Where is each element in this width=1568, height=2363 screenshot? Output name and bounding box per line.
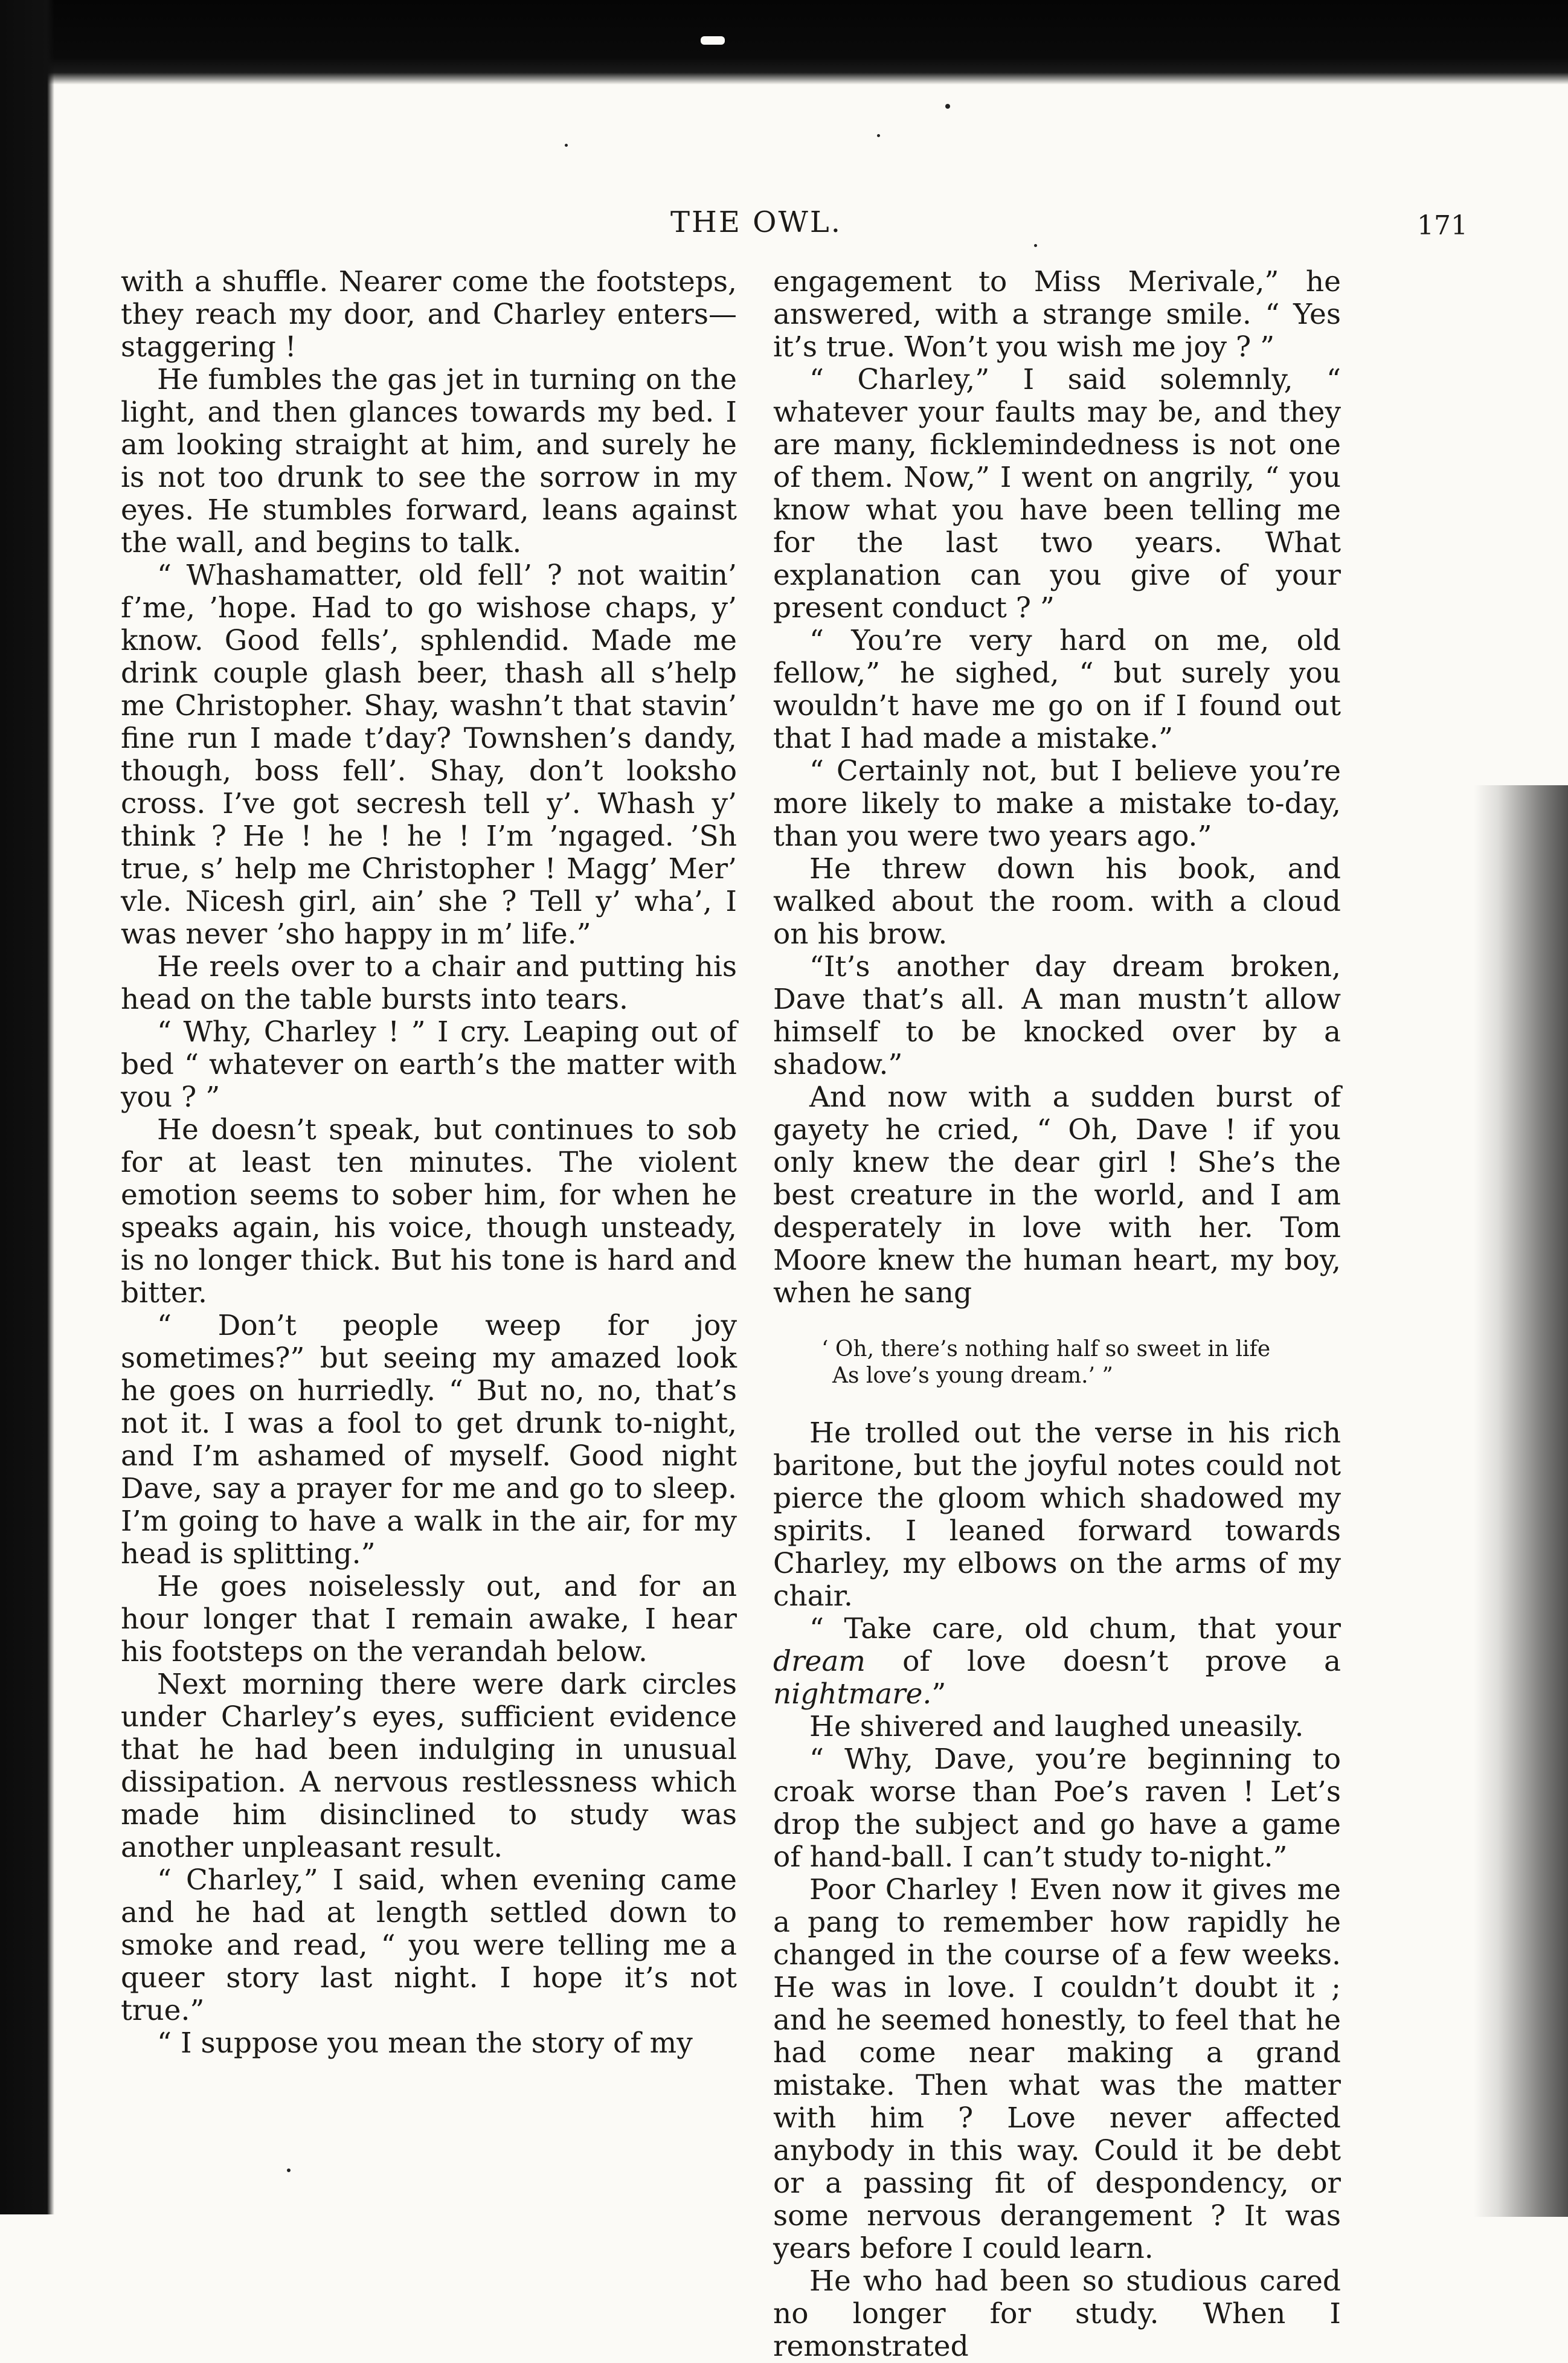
scan-right-edge-shadow [1474, 785, 1568, 2217]
paragraph: He shivered and laughed uneasily. [809, 1710, 1304, 1743]
verse-line: As love’s young dream.’ ” [832, 1363, 1113, 1388]
paragraph: with a shuffle. Nearer come the footsteps, they reach my door, and Charley enters—staggering ! [121, 265, 737, 364]
verse-line: ‘ Oh, there’s nothing half so sweet in life [821, 1337, 1271, 1362]
scan-border-gap [701, 36, 725, 45]
paragraph: engagement to Miss Merivale,” he answered, with a strange smile. “ Yes it’s true. Won’t you wish me joy ? ” [773, 265, 1341, 364]
paragraph: He goes noiselessly out, and for an hour longer that I remain awake, I hear his footsteps on the verandah below. [121, 1570, 737, 1668]
scan-speck [287, 2168, 291, 2172]
paragraph: “ Why, Dave, you’re beginning to croak worse than Poe’s raven ! Let’s drop the subject and go have a game of hand-ball. I can’t study to-night.” [773, 1743, 1341, 1874]
paragraph: And now with a sudden burst of gayety he cried, “ Oh, Dave ! if you only knew the dear girl ! She’s the best creature in the world, and I am desperately in love with her. Tom Moore knew the human heart, my boy, when he sang [773, 1081, 1341, 1310]
paragraph: “It’s another day dream broken, Dave that’s all. A man mustn’t allow himself to be knocked over by a shadow.” [773, 950, 1341, 1081]
italic-word: nightmare. [773, 1677, 932, 1711]
paragraph: “ Why, Charley ! ” I cry. Leaping out of bed “ whatever on earth’s the matter with you ? ” [121, 1015, 737, 1114]
paragraph: “ Don’t people weep for joy sometimes?” but seeing my amazed look he goes on hurriedly. “ But no, no, that’s not it. I was a fool to get drunk to-night, and I’m ashamed of myself. Good night Dave, say a prayer for me and go to sleep. I’m going to have a walk in the air, for my head is splitting.” [121, 1309, 737, 1571]
scan-speck [877, 134, 880, 137]
paragraph: “ Whashamatter, old fell’ ? not waitin’ f’me, ’hope. Had to go wishose chaps, y’ know. Good fells’, sphlendid. Made me drink couple glash beer, thash all s’help me Christopher. Shay, washn’t that stavin’ fine run I made t’day? Townshen’s dandy, though, boss fell’. Shay, don’t looksho cross. I’ve got secresh tell y’. Whash y’ think ? He ! he ! he ! I’m ’ngaged. ’Sh true, s’ help me Christopher ! Magg’ Mer’ vle. Nicesh girl, ain’ she ? Tell y’ wha’, I was never ’sho happy in m’ life.” [121, 559, 737, 951]
verse-quote [821, 1336, 1341, 1389]
journal-title: THE OWL. [670, 205, 842, 239]
scan-speck [945, 104, 950, 109]
paragraph: “ I suppose you mean the story of my [157, 2027, 693, 2060]
scan-speck [565, 144, 568, 147]
right-column [773, 266, 1341, 2363]
paragraph: He threw down his book, and walked about the room. with a cloud on his brow. [773, 852, 1341, 951]
paragraph: “ Charley,” I said, when evening came and he had at length settled down to smoke and read, “ you were telling me a queer story last night. I hope it’s not true.” [121, 1863, 737, 2027]
paragraph: He reels over to a chair and putting his head on the table bursts into tears. [121, 950, 737, 1016]
paragraph: Poor Charley ! Even now it gives me a pang to remember how rapidly he changed in the course of a few weeks. He was in love. I couldn’t doubt it ; and he seemed honestly, to feel that he had come near making a grand mistake. Then what was the matter with him ? Love never affected anybody in this way. Could it be debt or a passing fit of despondency, or some nervous derangement ? It was years before I could learn. [773, 1873, 1341, 2265]
paragraph [773, 1613, 1341, 1711]
left-column [121, 266, 737, 2060]
running-header [121, 205, 1486, 254]
scan-top-border [0, 0, 1568, 85]
page-number: 171 [1417, 210, 1468, 241]
paragraph: “ You’re very hard on me, old fellow,” he sighed, “ but surely you wouldn’t have me go on if I found out that I had made a mistake.” [773, 624, 1341, 755]
paragraph: “ Charley,” I said solemnly, “ whatever your faults may be, and they are many, ficklemindedness is not one of them. Now,” I went on angrily, “ you know what you have been telling me for the last two years. What explanation can you give of your present conduct ? ” [773, 363, 1341, 625]
paragraph: “ Certainly not, but I believe you’re more likely to make a mistake to-day, than you were two years ago.” [773, 754, 1341, 853]
paragraph: He doesn’t speak, but continues to sob for at least ten minutes. The violent emotion seems to sober him, for when he speaks again, his voice, though unsteady, is no longer thick. But his tone is hard and bitter. [121, 1113, 737, 1310]
scan-left-border [0, 0, 54, 2214]
italic-word: dream [773, 1645, 866, 1678]
text-run: of love doesn’t prove a [865, 1645, 1341, 1678]
text-run: ” [931, 1677, 946, 1711]
paragraph: Next morning there were dark circles under Charley’s eyes, sufficient evidence that he had been indulging in unusual dissipation. A nervous restlessness which made him disinclined to study was another unpleasant result. [121, 1668, 737, 1864]
paragraph: He trolled out the verse in his rich baritone, but the joyful notes could not pierce the gloom which shadowed my spirits. I leaned forward towards Charley, my elbows on the arms of my chair. [773, 1416, 1341, 1613]
paragraph: He fumbles the gas jet in turning on the light, and then glances towards my bed. I am looking straight at him, and surely he is not too drunk to see the sorrow in my eyes. He stumbles forward, leans against the wall, and begins to talk. [121, 363, 737, 559]
paragraph: He who had been so studious cared no longer for study. When I remonstrated [773, 2265, 1341, 2363]
text-run: “ Take care, old chum, that your [809, 1612, 1341, 1645]
